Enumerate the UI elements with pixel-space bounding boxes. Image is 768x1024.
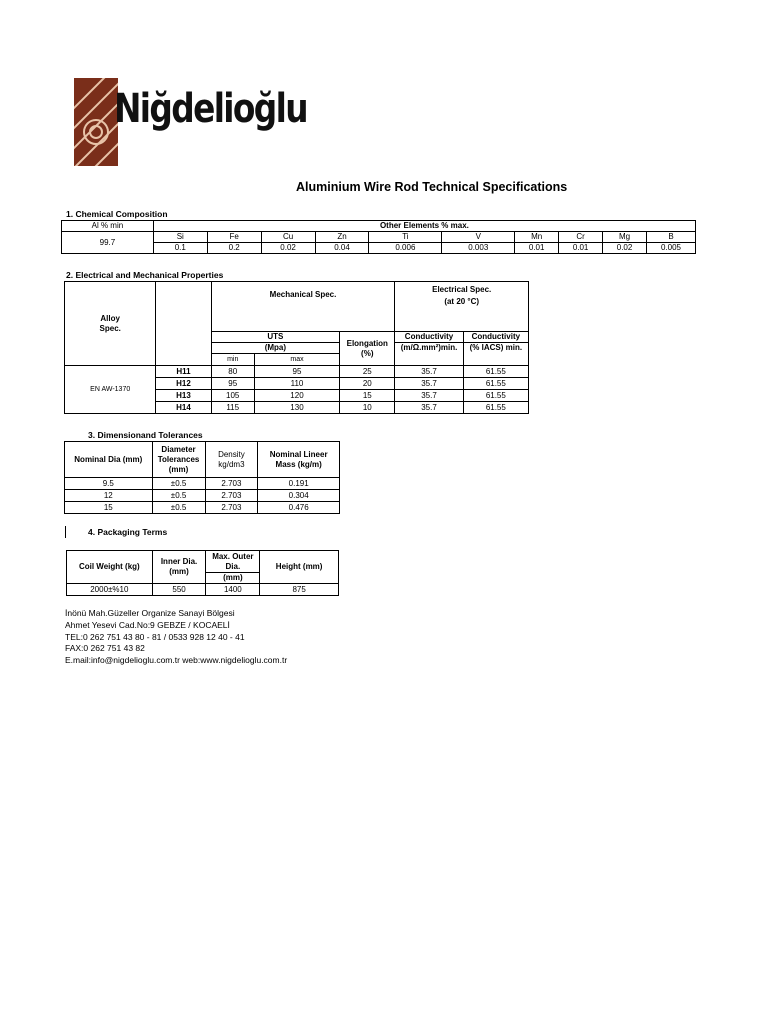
element-value: 0.01 xyxy=(515,243,559,254)
elongation-value: 20 xyxy=(340,378,395,390)
temper-header-cell xyxy=(156,282,211,366)
element-label: B xyxy=(647,232,696,243)
mass-value: 0.476 xyxy=(258,502,340,514)
elongation-value: 25 xyxy=(340,366,395,378)
element-label: Cu xyxy=(261,232,315,243)
uts-min-value: 115 xyxy=(211,402,254,414)
section4-heading: 4. Packaging Terms xyxy=(88,527,168,537)
conductivity1-value: 35.7 xyxy=(395,366,463,378)
coil-weight-value: 2000±%10 xyxy=(67,584,153,596)
uts-max-value: 95 xyxy=(254,366,339,378)
element-label: Ti xyxy=(369,232,442,243)
element-label: Zn xyxy=(315,232,369,243)
dimensions-table xyxy=(64,441,340,514)
alloy-value: EN AW-1370 xyxy=(65,366,156,414)
uts-max-value: 120 xyxy=(254,390,339,402)
elongation-value: 15 xyxy=(340,390,395,402)
element-label: Si xyxy=(153,232,207,243)
element-value: 0.2 xyxy=(207,243,261,254)
dia-value: 12 xyxy=(65,490,153,502)
element-label: Cr xyxy=(559,232,603,243)
email-web-line: E.mail:info@nigdelioglu.com.tr web:www.nigdelioglu.com.tr xyxy=(65,655,288,666)
max-header: max xyxy=(254,354,339,366)
temper-value: H14 xyxy=(156,402,211,414)
fax-line: FAX:0 262 751 43 82 xyxy=(65,643,145,654)
height-header: Height (mm) xyxy=(260,551,339,584)
nominal-dia-header: Nominal Dia (mm) xyxy=(65,442,153,478)
density-value: 2.703 xyxy=(205,490,258,502)
section2-heading: 2. Electrical and Mechanical Properties xyxy=(66,270,224,280)
element-label: Mg xyxy=(603,232,647,243)
element-value: 0.006 xyxy=(369,243,442,254)
dia-value: 15 xyxy=(65,502,153,514)
element-label: Fe xyxy=(207,232,261,243)
mass-value: 0.304 xyxy=(258,490,340,502)
logo-wordmark: Niğdelioğlu xyxy=(114,86,307,132)
uts-header: UTS xyxy=(211,332,340,343)
element-value: 0.02 xyxy=(261,243,315,254)
element-value: 0.003 xyxy=(442,243,515,254)
outer-dia-header: Max. Outer Dia. xyxy=(206,551,260,573)
address-line: İnönü Mah.Güzeller Organize Sanayi Bölgesi xyxy=(65,608,235,618)
coil-weight-header: Coil Weight (kg) xyxy=(67,551,153,584)
outer-dia-value: 1400 xyxy=(206,584,260,596)
mpa-header: (Mpa) xyxy=(211,343,340,354)
element-value: 0.04 xyxy=(315,243,369,254)
temper-value: H12 xyxy=(156,378,211,390)
uts-min-value: 105 xyxy=(211,390,254,402)
dia-value: 9.5 xyxy=(65,478,153,490)
tolerance-value: ±0.5 xyxy=(152,490,205,502)
conductivity1-value: 35.7 xyxy=(395,378,463,390)
company-address xyxy=(65,608,287,667)
electrical-spec-header: Electrical Spec. (at 20 °C) xyxy=(395,282,529,332)
temper-value: H11 xyxy=(156,366,211,378)
height-value: 875 xyxy=(260,584,339,596)
uts-max-value: 110 xyxy=(254,378,339,390)
phone-line: TEL:0 262 751 43 80 - 81 / 0533 928 12 40 - 41 xyxy=(65,631,245,642)
uts-min-value: 95 xyxy=(211,378,254,390)
other-elements-header: Other Elements % max. xyxy=(153,221,695,232)
element-value: 0.005 xyxy=(647,243,696,254)
mass-value: 0.191 xyxy=(258,478,340,490)
conductivity1-header: Conductivity xyxy=(395,332,463,343)
text-cursor xyxy=(65,526,66,538)
al-min-value: 99.7 xyxy=(62,232,154,254)
address-line: Ahmet Yesevi Cad.No:9 GEBZE / KOCAELİ xyxy=(65,619,230,630)
uts-min-value: 80 xyxy=(211,366,254,378)
outer-dia-unit: (mm) xyxy=(206,573,260,584)
density-value: 2.703 xyxy=(205,502,258,514)
element-value: 0.01 xyxy=(559,243,603,254)
element-label: Mn xyxy=(515,232,559,243)
section3-heading: 3. Dimensionand Tolerances xyxy=(88,430,203,440)
element-value: 0.1 xyxy=(153,243,207,254)
elongation-header: Elongation (%) xyxy=(340,332,395,366)
conductivity1-value: 35.7 xyxy=(395,390,463,402)
conductivity2-header: Conductivity xyxy=(463,332,528,343)
tolerance-header: Diameter Tolerances (mm) xyxy=(152,442,205,478)
chemical-composition-table xyxy=(61,220,696,254)
conductivity2-unit: (% IACS) min. xyxy=(463,343,528,366)
temper-value: H13 xyxy=(156,390,211,402)
properties-table xyxy=(64,281,529,414)
density-header: Density kg/dm3 xyxy=(205,442,258,478)
conductivity2-value: 61.55 xyxy=(463,402,528,414)
min-header: min xyxy=(211,354,254,366)
page-title: Aluminium Wire Rod Technical Specifications xyxy=(296,180,568,194)
inner-dia-value: 550 xyxy=(152,584,206,596)
company-logo xyxy=(74,78,307,166)
linear-mass-header: Nominal Lineer Mass (kg/m) xyxy=(258,442,340,478)
alloy-spec-header: Alloy Spec. xyxy=(65,282,156,366)
al-min-header: Al % min xyxy=(62,221,154,232)
tolerance-value: ±0.5 xyxy=(152,478,205,490)
inner-dia-header: Inner Dia. (mm) xyxy=(152,551,206,584)
packaging-table xyxy=(66,550,339,596)
tolerance-value: ±0.5 xyxy=(152,502,205,514)
elongation-value: 10 xyxy=(340,402,395,414)
element-label: V xyxy=(442,232,515,243)
density-value: 2.703 xyxy=(205,478,258,490)
conductivity1-value: 35.7 xyxy=(395,402,463,414)
conductivity2-value: 61.55 xyxy=(463,366,528,378)
conductivity1-unit: (m/Ω.mm²)min. xyxy=(395,343,463,366)
conductivity2-value: 61.55 xyxy=(463,378,528,390)
section1-heading: 1. Chemical Composition xyxy=(66,209,168,219)
element-value: 0.02 xyxy=(603,243,647,254)
mechanical-spec-header: Mechanical Spec. xyxy=(211,282,395,332)
uts-max-value: 130 xyxy=(254,402,339,414)
conductivity2-value: 61.55 xyxy=(463,390,528,402)
logo-mark-icon xyxy=(74,78,118,166)
